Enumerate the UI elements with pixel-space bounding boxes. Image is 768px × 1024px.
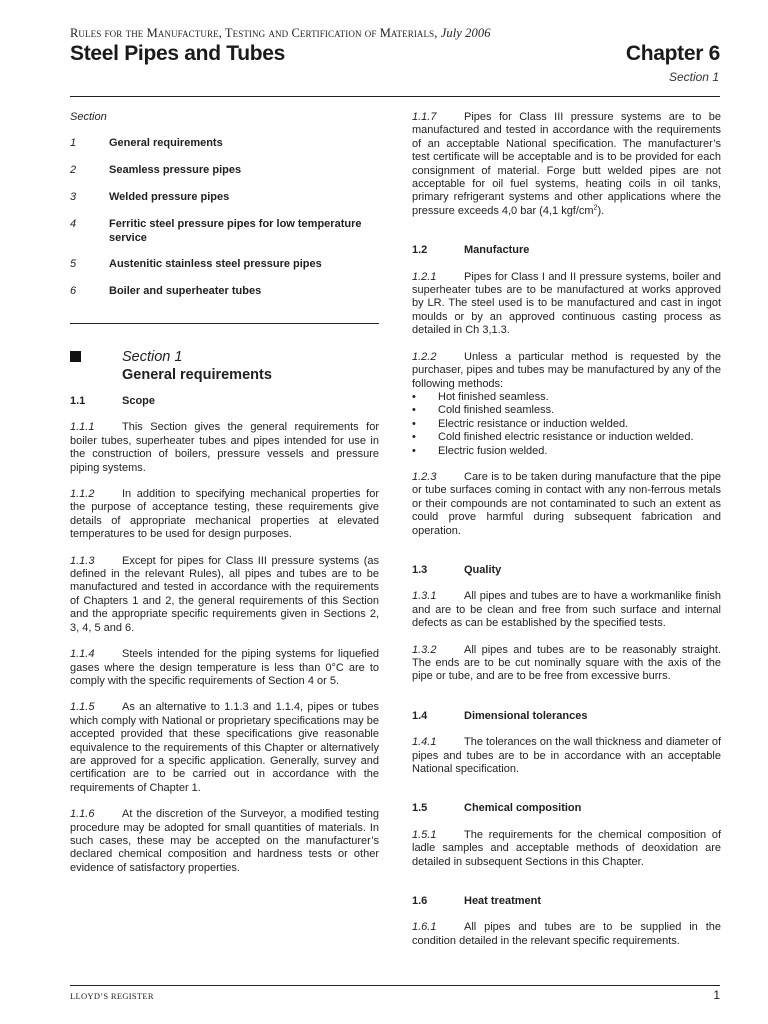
running-head-date: July 2006 xyxy=(440,26,491,40)
manufacture-methods-list xyxy=(412,391,721,458)
heading-title: Manufacture xyxy=(464,244,530,257)
paragraph-number: 1.1.5 xyxy=(70,701,95,714)
paragraph-text: Pipes for Class III pressure systems are to be manufactured and tested in accordance with the requirements of an acceptable National specification. The manufacturer’s test certificate will be acceptable and is to be provided for each consignment of material. Forge butt welded pipes are not acceptable for oil fuel systems, heating coils in oil tanks, primary refrigerant systems and other applications where the pressure exceeds 4,0 bar (4,1 kgf/cm xyxy=(412,111,721,217)
section-label: Section 1 xyxy=(122,349,183,365)
list-item: • Cold finished seamless. xyxy=(412,404,555,417)
paragraph-1-4-1 xyxy=(412,736,721,776)
paragraph-text: Pipes for Class I and II pressure systems, boiler and superheater tubes are to be manufactured at works approved by LR. The steel used is to be manufactured and cast in ingot moulds or by an approved continuous casting process as detailed in Ch 3,1.3. xyxy=(412,270,721,337)
paragraph-text: Steels intended for the piping systems for liquefied gases where the design temperature is less than 0°C are to comply with the specific requirements of Section 4 or 5. xyxy=(70,648,379,687)
heading-title: Dimensional tolerances xyxy=(464,709,588,722)
running-head-title: Rules for the Manufacture, Testing and Certification of Materials, xyxy=(70,26,438,40)
paragraph-text: At the discretion of the Surveyor, a modified testing procedure may be adopted for small quantities of materials. In such cases, these may be accepted on the manufacturer’s declared chemical composition and hardness tests or other evidence of satisfactory properties. xyxy=(70,808,379,874)
section-banner xyxy=(70,348,379,384)
header-rule xyxy=(70,96,720,97)
toc-item-number: 5 xyxy=(70,258,77,271)
toc-item[interactable] xyxy=(70,137,379,150)
paragraph-number: 1.6.1 xyxy=(412,921,437,934)
paragraph-number: 1.2.2 xyxy=(412,350,437,363)
toc-item-number: 6 xyxy=(70,285,77,298)
paragraph-1-3-2 xyxy=(412,644,721,684)
heading-title: Heat treatment xyxy=(464,895,542,908)
heading-1-1 xyxy=(70,395,379,408)
paragraph-number: 1.2.3 xyxy=(412,470,437,483)
heading-number: 1.6 xyxy=(412,895,428,908)
heading-1-3 xyxy=(412,564,721,577)
paragraph-number: 1.5.1 xyxy=(412,828,437,841)
paragraph-1-1-5 xyxy=(70,701,379,795)
paragraph-1-2-2 xyxy=(412,351,721,391)
paragraph-1-6-1 xyxy=(412,921,721,948)
page-title: Steel Pipes and Tubes xyxy=(70,42,286,65)
left-column-body xyxy=(70,348,379,875)
paragraph-number: 1.1.2 xyxy=(70,488,95,501)
heading-1-2 xyxy=(412,244,721,257)
heading-number: 1.4 xyxy=(412,709,428,722)
paragraph-text: All pipes and tubes are to be supplied in the condition detailed in the relevant specific requirements. xyxy=(412,921,721,947)
toc-item-number: 2 xyxy=(70,164,77,177)
paragraph-1-2-3 xyxy=(412,471,721,538)
list-item-text: Cold finished electric resistance or induction welded. xyxy=(438,431,694,444)
list-item-text: Electric fusion welded. xyxy=(438,444,548,457)
paragraph-number: 1.3.2 xyxy=(412,643,437,656)
paragraph-number: 1.4.1 xyxy=(412,736,437,749)
heading-1-5 xyxy=(412,802,721,815)
paragraph-text: Care is to be taken during manufacture that the pipe or tube surfaces coming in contact with any non-ferrous metals or their compounds are not contaminated to such an extent as could prove harmful during subsequent fabrication and operation. xyxy=(412,470,721,537)
heading-1-6 xyxy=(412,895,721,908)
heading-1-4 xyxy=(412,710,721,723)
toc-item[interactable] xyxy=(70,191,379,204)
superscript: 2 xyxy=(593,204,598,212)
paragraph-1-2-1 xyxy=(412,271,721,338)
toc-item-title: Austenitic stainless steel pressure pipes xyxy=(109,258,322,271)
paragraph-number: 1.2.1 xyxy=(412,270,437,283)
paragraph-text: All pipes and tubes are to have a workmanlike finish and are to be clean and free from such surface and internal defects as can be established by the specified tests. xyxy=(412,590,721,630)
right-column xyxy=(412,111,721,948)
running-head xyxy=(70,26,491,41)
paragraph-text: As an alternative to 1.1.3 and 1.1.4, pipes or tubes which comply with National or proprietary specifications may be accepted provided that these specifications give reasonable equivalence to the requirements of this Chapter or alternatively are approved for a specific application. Generally, survey and certification are to be carried out in accordance with the requirements of Chapter 1. xyxy=(70,701,379,794)
left-column xyxy=(70,111,379,312)
toc-rule xyxy=(70,323,379,324)
toc-item-title: Seamless pressure pipes xyxy=(109,164,242,177)
list-item: • Hot finished seamless. xyxy=(412,390,549,403)
paragraph-1-1-7 xyxy=(412,111,721,218)
paragraph-1-1-1 xyxy=(70,421,379,475)
section-reference: Section 1 xyxy=(668,70,719,84)
toc-item-number: 1 xyxy=(70,137,77,150)
paragraph-text: In addition to specifying mechanical properties for the purpose of acceptance testing, these requirements give details of appropriate mechanical properties at elevated temperatures to be used for design purposes. xyxy=(70,488,379,541)
paragraph-1-1-4 xyxy=(70,648,379,688)
paragraph-text: The requirements for the chemical composition of ladle samples and acceptable methods of deoxidation are detailed in subsequent Sections in this Chapter. xyxy=(412,828,721,868)
heading-number: 1.1 xyxy=(70,395,86,407)
paragraph-text-end: ). xyxy=(597,204,605,217)
heading-number: 1.3 xyxy=(412,563,428,576)
toc-item-title: Ferritic steel pressure pipes for low temperature service xyxy=(109,218,362,244)
toc-item-title: Welded pressure pipes xyxy=(109,191,230,204)
footer-rule xyxy=(70,985,720,986)
paragraph-number: 1.1.6 xyxy=(70,808,95,821)
paragraph-text: Unless a particular method is requested by the purchaser, pipes and tubes may be manufactured by any of the following methods: xyxy=(412,350,721,390)
toc-item[interactable] xyxy=(70,218,379,245)
paragraph-text: Except for pipes for Class III pressure systems (as defined in the relevant Rules), all pipes and tubes are to be manufactured and tested in accordance with the requirements of Chapters 1 and 2, the general requirements of this Section and the appropriate specific requirements given in Sections 2, 3, 4, 5 and 6. xyxy=(70,554,379,634)
paragraph-number: 1.1.4 xyxy=(70,648,95,661)
paragraph-number: 1.3.1 xyxy=(412,590,437,603)
list-item-text: Cold finished seamless. xyxy=(438,404,555,417)
toc-item-title: Boiler and superheater tubes xyxy=(109,285,262,298)
toc-item-title: General requirements xyxy=(109,137,223,150)
paragraph-number: 1.1.1 xyxy=(70,421,95,434)
heading-title: Quality xyxy=(464,563,502,576)
section-square-icon xyxy=(70,351,81,362)
list-item: • Electric fusion welded. xyxy=(412,444,548,457)
toc-item-number: 4 xyxy=(70,218,77,231)
chapter-label: Chapter 6 xyxy=(625,42,720,65)
section-title: General requirements xyxy=(122,367,272,383)
footer-publisher: LLOYD’S REGISTER xyxy=(70,991,154,1001)
paragraph-1-3-1 xyxy=(412,590,721,630)
heading-number: 1.2 xyxy=(412,244,428,257)
list-item: • Cold finished electric resistance or induction welded. xyxy=(412,431,694,444)
list-item-text: Hot finished seamless. xyxy=(438,390,549,403)
page-number: 1 xyxy=(713,988,720,1002)
heading-title: Scope xyxy=(122,395,156,407)
paragraph-number: 1.1.3 xyxy=(70,554,95,567)
paragraph-1-1-2 xyxy=(70,488,379,542)
toc-item[interactable] xyxy=(70,285,379,298)
table-of-contents xyxy=(70,137,379,298)
toc-heading: Section xyxy=(70,111,107,123)
list-item-text: Electric resistance or induction welded. xyxy=(438,417,629,430)
toc-item[interactable] xyxy=(70,164,379,177)
paragraph-1-5-1 xyxy=(412,829,721,869)
paragraph-text: All pipes and tubes are to be reasonably straight. The ends are to be cut nominally square with the axis of the pipe or tube, and are to be free from excessive burrs. xyxy=(412,643,721,683)
toc-item-number: 3 xyxy=(70,191,77,204)
heading-title: Chemical composition xyxy=(464,802,582,815)
paragraph-1-1-3 xyxy=(70,555,379,635)
heading-number: 1.5 xyxy=(412,802,428,815)
paragraph-1-1-6 xyxy=(70,808,379,875)
toc-item[interactable] xyxy=(70,258,379,271)
paragraph-text: This Section gives the general requirements for boiler tubes, superheater tubes and pipes intended for use in the construction of boilers, pressure vessels and pressure piping systems. xyxy=(70,421,379,474)
list-item: • Electric resistance or induction welded. xyxy=(412,417,629,430)
paragraph-text: The tolerances on the wall thickness and diameter of pipes and tubes are to be in accordance with an acceptable National specification. xyxy=(412,736,721,776)
paragraph-number: 1.1.7 xyxy=(412,111,437,123)
